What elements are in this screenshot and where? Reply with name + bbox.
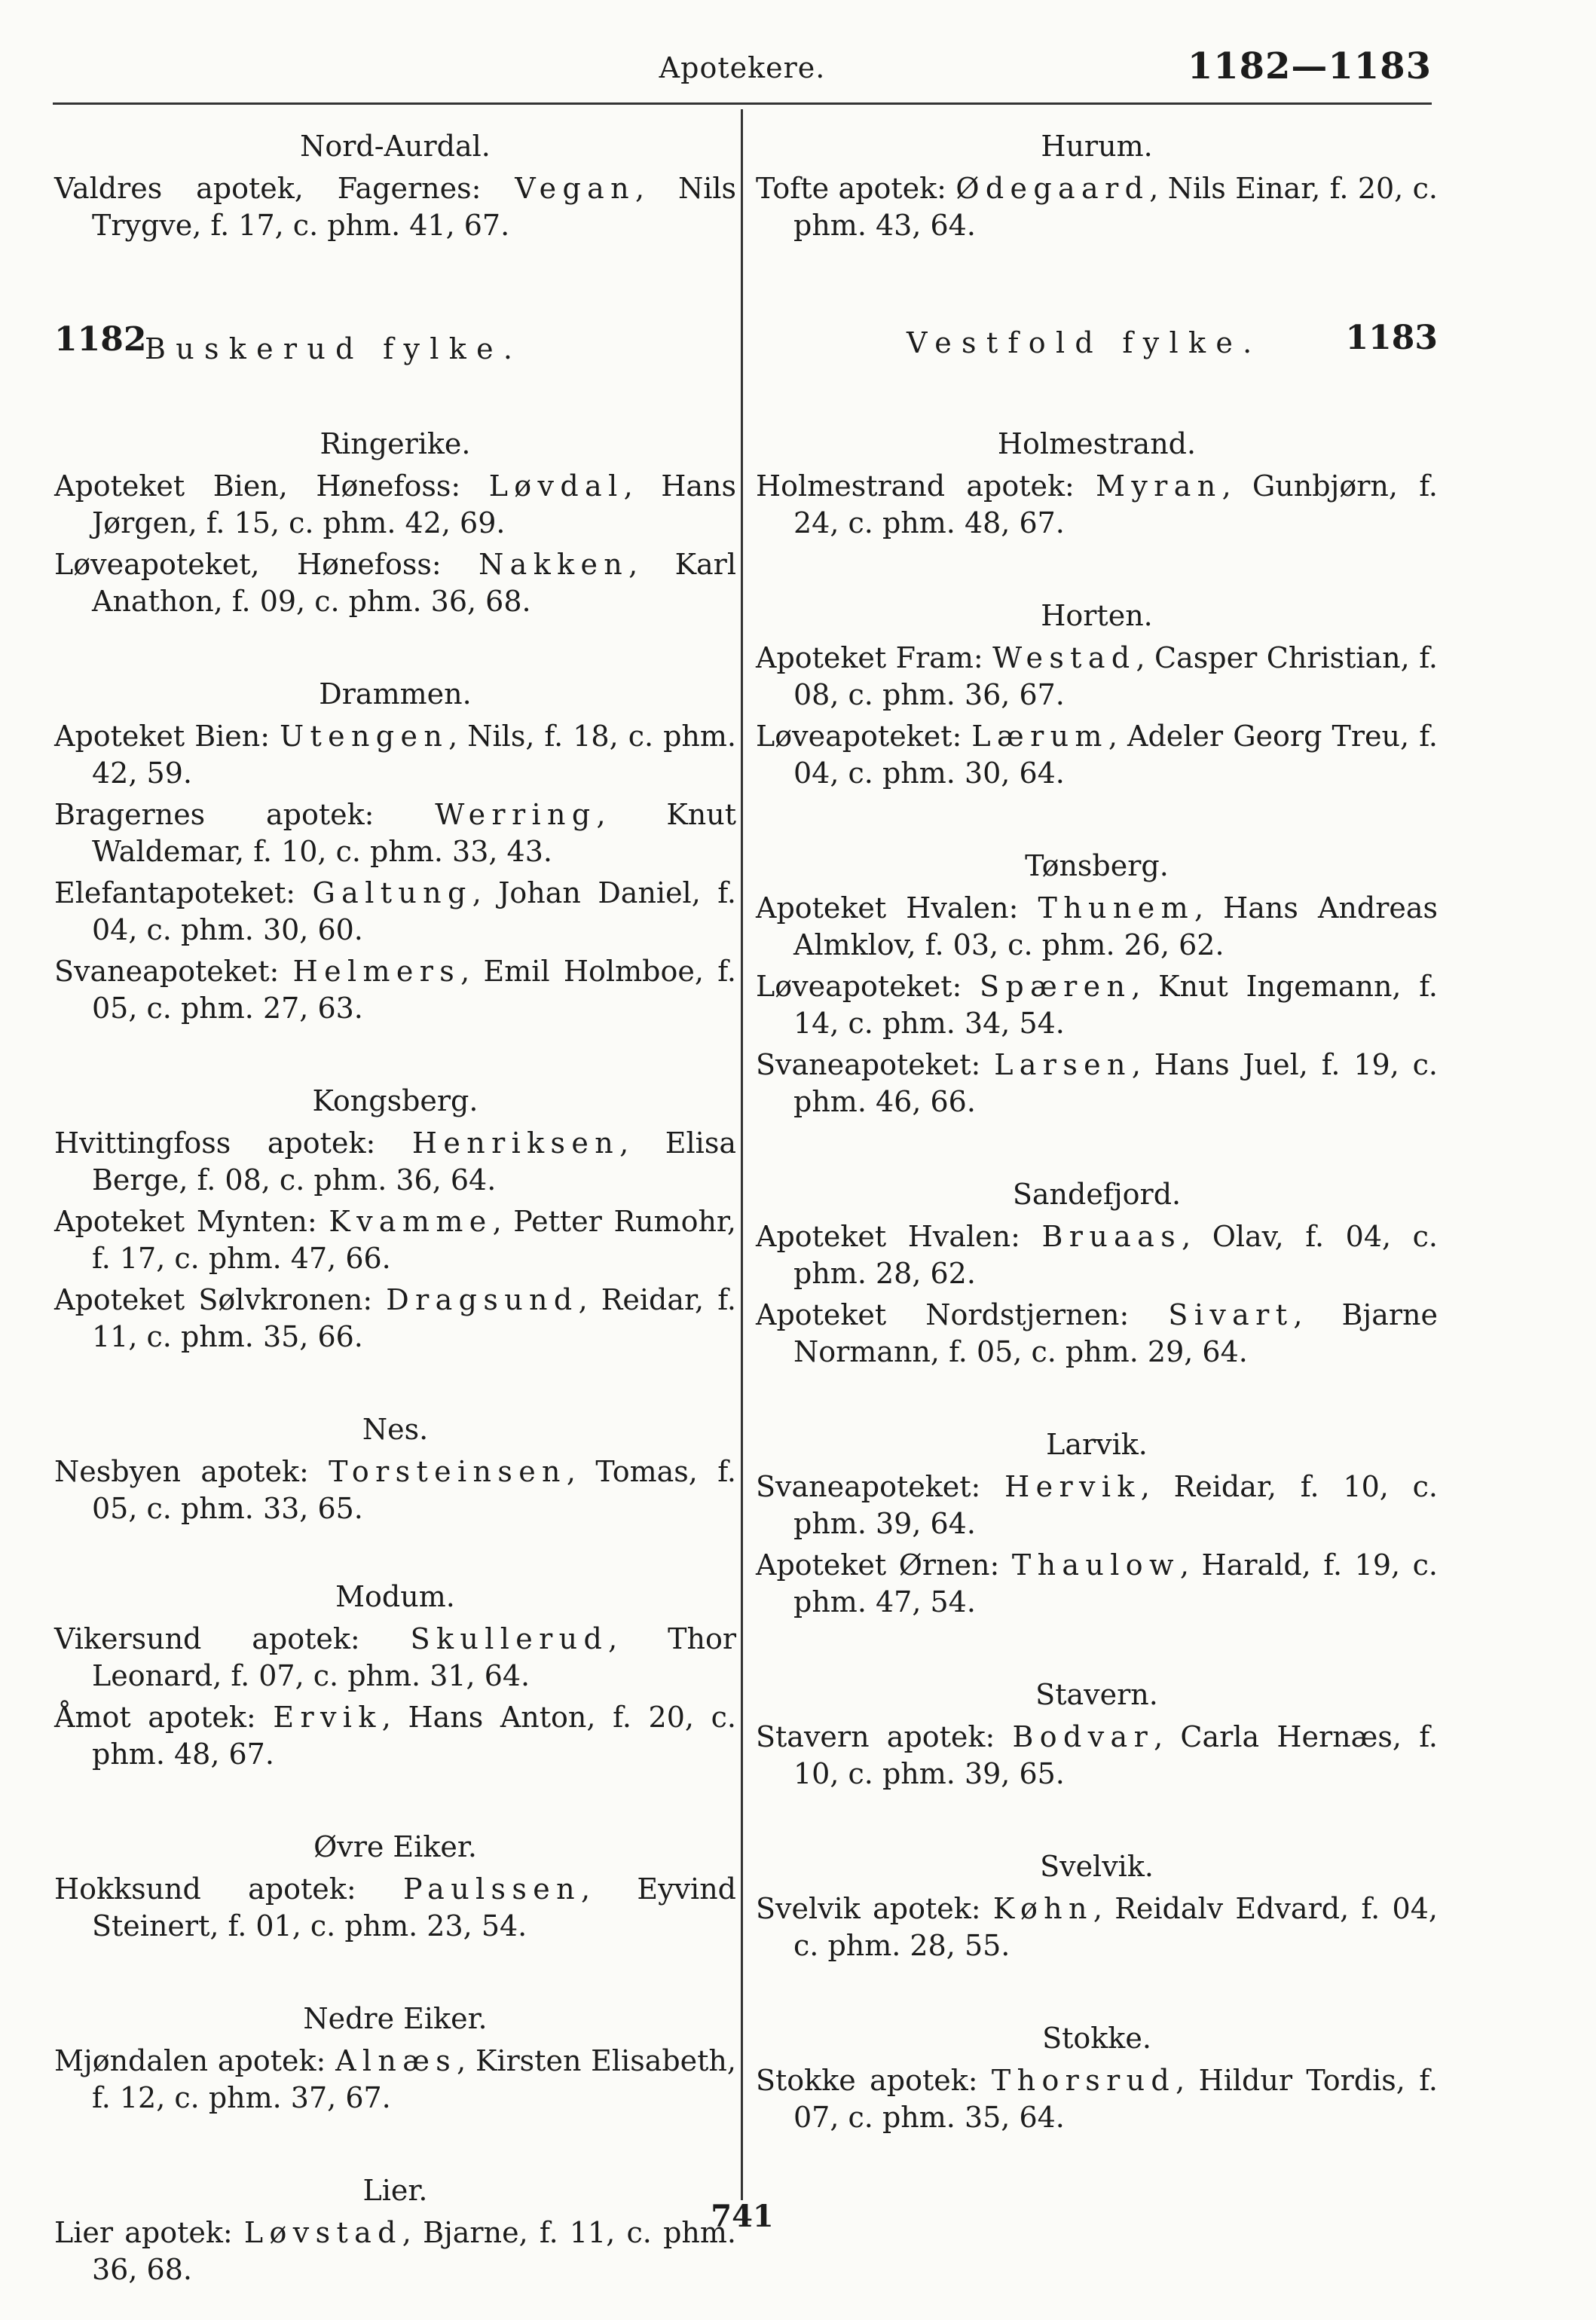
pharmacy-name: Løveapoteket, Hønefoss: xyxy=(54,548,479,581)
pharmacist-details: , Emil Holmboe, f. 05, c. phm. 27, 63. xyxy=(92,955,736,1025)
place-section xyxy=(756,598,1438,792)
pharmacist-details: , Hans Andreas Almklov, f. 03, c. phm. 26, 62. xyxy=(793,891,1439,961)
pharmacy-name: Stokke apotek: xyxy=(756,2064,992,2097)
pharmacy-entry xyxy=(756,640,1438,714)
pharmacy-entry xyxy=(756,968,1438,1042)
pharmacist-details: , Hans Anton, f. 20, c. phm. 48, 67. xyxy=(92,1701,736,1771)
pharmacy-entry xyxy=(54,546,736,620)
place-heading: Stavern. xyxy=(1035,1678,1158,1711)
pharmacist-details: , Hans Juel, f. 19, c. phm. 46, 66. xyxy=(793,1048,1438,1118)
pharmacy-entry xyxy=(756,468,1438,542)
place-section xyxy=(54,676,736,1027)
pharmacy-name: Svelvik apotek: xyxy=(756,1892,993,1925)
section-gap xyxy=(756,1375,1438,1426)
pharmacy-entry xyxy=(756,1469,1438,1542)
place-section xyxy=(756,2020,1438,2136)
pharmacy-entry xyxy=(54,953,736,1027)
pharmacy-name: Apoteket Hvalen: xyxy=(756,1220,1042,1253)
pharmacy-name: Hokksund apotek: xyxy=(54,1872,403,1906)
pharmacy-name: Apoteket Bien, Hønefoss: xyxy=(54,469,489,503)
pharmacy-entry xyxy=(756,1547,1438,1621)
pharmacist-surname: Westad xyxy=(992,641,1136,674)
place-heading: Drammen. xyxy=(319,677,472,711)
column-number: 1183 xyxy=(1345,319,1438,357)
pharmacist-details: , Harald, f. 19, c. phm. 47, 54. xyxy=(793,1548,1438,1618)
pharmacist-surname: Løvstad xyxy=(243,2216,402,2249)
pharmacist-surname: Paulssen xyxy=(402,1872,581,1906)
left-column xyxy=(54,128,736,2293)
pharmacy-name: Apoteket Sølvkronen: xyxy=(54,1283,387,1316)
pharmacist-surname: Spæren xyxy=(980,970,1132,1003)
pharmacy-name: Løveapoteket: xyxy=(756,970,980,1003)
pharmacy-name: Lier apotek: xyxy=(54,2216,244,2249)
place-section xyxy=(54,1411,736,1527)
place-heading: Stokke. xyxy=(1042,2022,1151,2055)
pharmacy-name: Apoteket Nordstjernen: xyxy=(756,1298,1169,1331)
pharmacist-details: , Nils Trygve, f. 17, c. phm. 41, 67. xyxy=(92,172,736,242)
pharmacy-entry xyxy=(54,1871,736,1945)
pharmacist-surname: Nakken xyxy=(478,548,629,581)
place-section xyxy=(756,128,1438,244)
pharmacist-surname: Vegan xyxy=(515,172,635,205)
place-heading: Øvre Eiker. xyxy=(313,1830,477,1863)
pharmacist-surname: Torsteinsen xyxy=(329,1455,567,1488)
place-heading: Kongsberg. xyxy=(312,1084,478,1117)
place-heading: Hurum. xyxy=(1041,130,1153,163)
pharmacy-entry xyxy=(54,1125,736,1199)
running-title: Apotekere. xyxy=(659,51,826,84)
pharmacy-entry xyxy=(756,1047,1438,1120)
place-section xyxy=(54,1829,736,1945)
column-divider xyxy=(741,109,743,2200)
pharmacy-entry xyxy=(756,1719,1438,1793)
page-header xyxy=(53,45,1432,105)
pharmacist-surname: Kvamme xyxy=(329,1205,493,1238)
pharmacist-details: , Reidar, f. 10, c. phm. 39, 64. xyxy=(793,1470,1439,1540)
pharmacist-surname: Werring xyxy=(435,798,597,831)
pharmacist-surname: Thorsrud xyxy=(991,2064,1176,2097)
pharmacist-details: , Casper Christian, f. 08, c. phm. 36, 67. xyxy=(793,641,1438,711)
place-heading: Svelvik. xyxy=(1040,1850,1154,1883)
right-column xyxy=(756,128,1438,2141)
place-section xyxy=(54,2001,736,2117)
section-gap xyxy=(756,1125,1438,1176)
pharmacist-surname: Dragsund xyxy=(386,1283,579,1316)
pharmacy-name: Apoteket Bien: xyxy=(54,720,280,753)
pharmacist-details: , Knut Ingemann, f. 14, c. phm. 34, 54. xyxy=(793,970,1438,1040)
pharmacy-entry xyxy=(54,796,736,870)
pharmacy-name: Vikersund apotek: xyxy=(54,1622,411,1655)
pharmacist-surname: Henriksen xyxy=(411,1126,620,1160)
section-gap xyxy=(756,796,1438,848)
pharmacist-surname: Bruaas xyxy=(1041,1220,1182,1253)
place-section xyxy=(54,1579,736,1773)
place-heading: Tønsberg. xyxy=(1025,849,1169,882)
pharmacist-surname: Lærum xyxy=(971,720,1108,753)
pharmacist-surname: Myran xyxy=(1096,469,1222,503)
section-gap xyxy=(756,1797,1438,1848)
pharmacy-name: Apoteket Hvalen: xyxy=(756,891,1038,925)
pharmacy-entry xyxy=(54,1282,736,1356)
pharmacist-details: , Kirsten Elisabeth, f. 12, c. phm. 37, 67. xyxy=(92,2044,736,2114)
section-gap xyxy=(54,2121,736,2172)
place-section xyxy=(54,1083,736,1356)
pharmacist-details: , Thor Leonard, f. 07, c. phm. 31, 64. xyxy=(92,1622,736,1692)
section-gap xyxy=(54,379,736,426)
pharmacist-surname: Hervik xyxy=(1004,1470,1141,1503)
pharmacist-details: , Bjarne, f. 11, c. phm. 36, 68. xyxy=(92,2216,736,2286)
pharmacy-name: Svaneapoteket: xyxy=(756,1048,995,1081)
pharmacist-details: , Carla Hernæs, f. 10, c. phm. 39, 65. xyxy=(793,1720,1438,1790)
pharmacist-surname: Larsen xyxy=(994,1048,1132,1081)
place-heading: Lier. xyxy=(362,2174,428,2207)
pharmacist-details: , Nils Einar, f. 20, c. phm. 43, 64. xyxy=(793,172,1438,242)
county-heading xyxy=(54,320,736,368)
pharmacy-entry xyxy=(54,2043,736,2117)
pharmacy-name: Holmestrand apotek: xyxy=(756,469,1096,503)
pharmacy-entry xyxy=(54,1621,736,1695)
section-gap xyxy=(54,1949,736,2001)
section-gap xyxy=(54,1777,736,1829)
place-section xyxy=(756,1848,1438,1964)
pharmacist-details: , Hans Jørgen, f. 15, c. phm. 42, 69. xyxy=(92,469,736,539)
pharmacist-details: , Johan Daniel, f. 04, c. phm. 30, 60. xyxy=(92,876,736,946)
section-gap xyxy=(756,546,1438,598)
pharmacy-name: Nesbyen apotek: xyxy=(54,1455,329,1488)
pharmacist-surname: Løvdal xyxy=(488,469,624,503)
county-title: Vestfold fylke. xyxy=(907,326,1262,359)
pharmacist-details: , Gunbjørn, f. 24, c. phm. 48, 67. xyxy=(793,469,1438,539)
section-gap xyxy=(756,1625,1438,1677)
pharmacy-entry xyxy=(54,1203,736,1277)
pharmacy-entry xyxy=(756,1891,1438,1964)
pharmacist-surname: Thunem xyxy=(1038,891,1194,925)
pharmacist-details: , Petter Rumohr, f. 17, c. phm. 47, 66. xyxy=(92,1205,736,1275)
pharmacy-name: Bragernes apotek: xyxy=(54,798,436,831)
pharmacist-details: , Knut Waldemar, f. 10, c. phm. 33, 43. xyxy=(92,798,736,868)
place-heading: Sandefjord. xyxy=(1012,1178,1182,1211)
place-heading: Ringerike. xyxy=(320,427,471,460)
pharmacist-details: , Elisa Berge, f. 08, c. phm. 36, 64. xyxy=(92,1126,736,1197)
pharmacy-name: Svaneapoteket: xyxy=(756,1470,1005,1503)
section-gap xyxy=(756,249,1438,320)
pharmacist-details: , Karl Anathon, f. 09, c. phm. 36, 68. xyxy=(92,548,736,618)
pharmacy-entry xyxy=(756,1218,1438,1292)
section-gap xyxy=(54,1532,736,1579)
pharmacy-name: Mjøndalen apotek: xyxy=(54,2044,336,2077)
pharmacy-entry xyxy=(54,718,736,792)
place-section xyxy=(756,1176,1438,1371)
pharmacy-name: Tofte apotek: xyxy=(756,172,956,205)
pharmacist-details: , Bjarne Normann, f. 05, c. phm. 29, 64. xyxy=(793,1298,1438,1368)
pharmacy-entry xyxy=(54,170,736,244)
county-heading xyxy=(756,320,1438,368)
place-heading: Holmestrand. xyxy=(997,427,1197,460)
pharmacy-name: Svaneapoteket: xyxy=(54,955,293,988)
section-gap xyxy=(54,249,736,320)
pharmacy-entry xyxy=(756,718,1438,792)
pharmacy-entry xyxy=(54,1699,736,1773)
pharmacist-surname: Helmers xyxy=(292,955,461,988)
place-heading: Nedre Eiker. xyxy=(303,2002,488,2035)
pharmacist-details: , Reidalv Edvard, f. 04, c. phm. 28, 55. xyxy=(793,1892,1438,1962)
pharmacist-details: , Hildur Tordis, f. 07, c. phm. 35, 64. xyxy=(793,2064,1438,2134)
section-gap xyxy=(756,379,1438,426)
place-heading: Nes. xyxy=(362,1413,429,1446)
pharmacy-entry xyxy=(54,1453,736,1527)
pharmacist-surname: Thaulow xyxy=(1011,1548,1180,1582)
section-gap xyxy=(756,1969,1438,2020)
place-section xyxy=(756,848,1438,1120)
column-number: 1182 xyxy=(54,320,147,359)
place-section xyxy=(54,128,736,244)
page-number: 741 xyxy=(711,2199,774,2234)
place-heading: Larvik. xyxy=(1046,1428,1148,1461)
pharmacy-name: Åmot apotek: xyxy=(54,1701,274,1734)
pharmacy-name: Apoteket Ørnen: xyxy=(756,1548,1012,1582)
pharmacy-entry xyxy=(756,170,1438,244)
pharmacist-surname: Ødegaard xyxy=(955,172,1150,205)
place-heading: Nord-Aurdal. xyxy=(300,130,491,163)
section-gap xyxy=(54,1032,736,1083)
pharmacist-details: , Nils, f. 18, c. phm. 42, 59. xyxy=(92,720,736,790)
pharmacist-surname: Ervik xyxy=(273,1701,382,1734)
place-heading: Horten. xyxy=(1041,599,1153,632)
place-section xyxy=(756,426,1438,542)
column-numbers: 1182—1183 xyxy=(1187,45,1432,87)
pharmacist-details: , Adeler Georg Treu, f. 04, c. phm. 30, 64. xyxy=(793,720,1438,790)
place-section xyxy=(54,426,736,620)
pharmacy-name: Hvittingfoss apotek: xyxy=(54,1126,412,1160)
pharmacist-details: , Reidar, f. 11, c. phm. 35, 66. xyxy=(92,1283,736,1353)
pharmacy-name: Elefantapoteket: xyxy=(54,876,313,909)
place-heading: Modum. xyxy=(335,1580,455,1613)
section-gap xyxy=(54,625,736,676)
pharmacist-details: , Tomas, f. 05, c. phm. 33, 65. xyxy=(92,1455,736,1525)
pharmacy-entry xyxy=(756,890,1438,964)
pharmacy-name: Stavern apotek: xyxy=(756,1720,1013,1753)
pharmacist-surname: Bodvar xyxy=(1012,1720,1154,1753)
pharmacy-name: Valdres apotek, Fagernes: xyxy=(54,172,515,205)
pharmacist-surname: Skullerud xyxy=(410,1622,609,1655)
pharmacist-details: , Eyvind Steinert, f. 01, c. phm. 23, 54. xyxy=(92,1872,736,1943)
place-section xyxy=(756,1426,1438,1621)
pharmacy-entry xyxy=(54,468,736,542)
pharmacist-surname: Utengen xyxy=(280,720,449,753)
county-title: Buskerud fylke. xyxy=(145,332,523,365)
pharmacy-entry xyxy=(756,2062,1438,2136)
section-gap xyxy=(54,1360,736,1411)
pharmacy-entry xyxy=(756,1297,1438,1371)
place-section xyxy=(756,1677,1438,1793)
pharmacist-surname: Galtung xyxy=(312,876,472,909)
pharmacist-surname: Køhn xyxy=(992,1892,1093,1925)
pharmacy-entry xyxy=(54,875,736,949)
pharmacy-name: Løveapoteket: xyxy=(756,720,972,753)
pharmacist-surname: Sivart xyxy=(1168,1298,1294,1331)
pharmacist-surname: Alnæs xyxy=(335,2044,457,2077)
pharmacy-name: Apoteket Mynten: xyxy=(54,1205,329,1238)
header-rule xyxy=(53,102,1432,105)
pharmacist-details: , Olav, f. 04, c. phm. 28, 62. xyxy=(793,1220,1438,1290)
pharmacy-name: Apoteket Fram: xyxy=(756,641,993,674)
